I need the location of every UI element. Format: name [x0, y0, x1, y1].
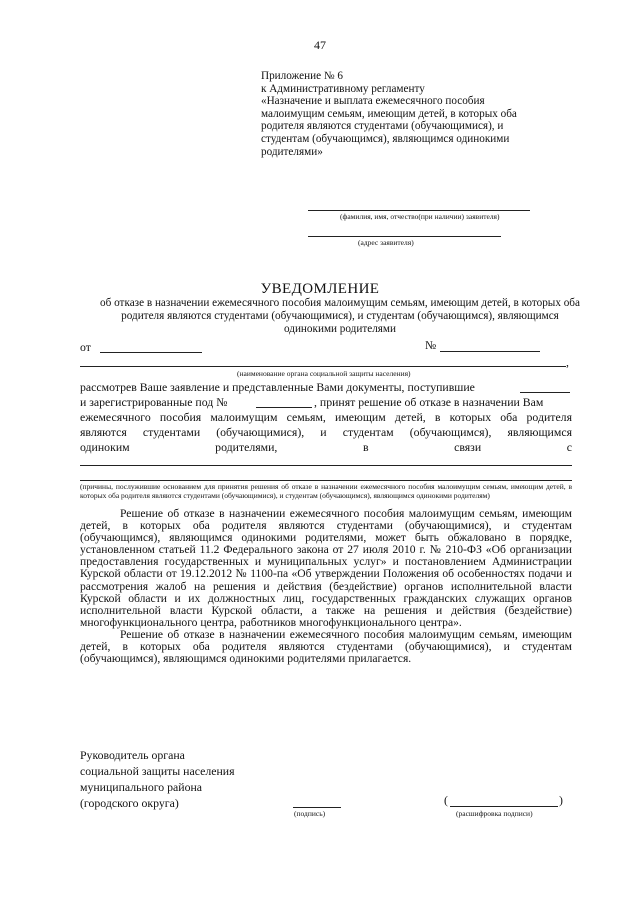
body-line-2a: и зарегистрированные под №: [80, 395, 228, 409]
notice-subtitle: об отказе в назначении ежемесячного пособия малоимущим семьям, имеющим детей, в которых оба родителя являются студентами (обучающимися), и студентам (обучающимся), являющимся одинокими родителями: [100, 297, 580, 335]
body-word: с: [566, 440, 572, 454]
signature-caption: (подпись): [294, 809, 326, 818]
notice-number-line: [440, 351, 540, 352]
page-number: 47: [314, 38, 326, 52]
body-word: родителями,: [215, 440, 278, 454]
notice-title: УВЕДОМЛЕНИЕ: [260, 281, 380, 297]
from-label: от: [80, 340, 91, 354]
decode-open-paren: (: [444, 793, 448, 807]
reason-caption: (причины, послужившие основанием для принятия решения об отказе в назначении ежемесячного пособия малоимущим семьям, имеющим детей, в которых оба родителя являются студентами (обучающимися), и студентам (обучающимся), являющимся одинокими родителям): [80, 482, 572, 500]
applicant-address-caption: (адрес заявителя): [358, 238, 414, 247]
applicant-name-caption: (фамилия, имя, отчество(при наличии) заявителя): [340, 212, 500, 221]
appendix-block: [261, 70, 591, 158]
appendix-line: к Административному регламенту: [261, 82, 425, 95]
decode-close-paren: ): [559, 793, 563, 807]
org-comma: ,: [566, 355, 569, 369]
number-label: №: [425, 338, 437, 352]
from-date-line: [100, 352, 202, 353]
received-date-line: [520, 392, 570, 393]
appeal-paragraph: Решение об отказе в назначении ежемесячного пособия малоимущим семьям, имеющим детей, в которых оба родителя являются студентами (обучающимися), и студентам (обучающимся), являющимся одинокими родителями, может быть обжаловано в порядке, установленном статьей 11.2 Федерального закона от 27 июля 2010 г. № 210-ФЗ «Об организации предоставления государственных и муниципальных услуг» и постановлением Администрации Курской области от 19.12.2012 № 1100-па «Об утверждении Положения об особенностях подачи и рассмотрения жалоб на решения и действия (бездействие) органов исполнительной власти Курской области и их должностных лиц, государственных гражданских служащих органов исполнительной власти Курской области, а также на решения и действия (бездействие) многофункционального центра, работников многофункционального центра».: [80, 507, 572, 629]
appendix-line: родителями»: [261, 145, 323, 158]
org-line: [80, 366, 566, 367]
applicant-name-line: [308, 210, 530, 211]
decode-caption: (расшифровка подписи): [456, 809, 533, 818]
signatory-line: социальной защиты населения: [80, 764, 235, 778]
decode-line: [450, 806, 558, 807]
signatory-block: [80, 747, 235, 811]
body-word: связи: [454, 440, 482, 454]
appendix-line: Приложение № 6: [261, 70, 343, 82]
signatory-line: муниципального района: [80, 780, 203, 794]
body-line-5: [80, 440, 572, 454]
body-line-2b: , принят решение об отказе в назначении Вам: [314, 395, 544, 409]
reason-line-2: [80, 480, 572, 481]
signatory-line: Руководитель органа: [80, 748, 185, 762]
body-line-1: рассмотрев Ваше заявление и представленные Вами документы, поступившие: [80, 380, 475, 394]
body-line-3: ежемесячного пособия малоимущим семьям, имеющим детей, в которых оба родителя: [80, 410, 572, 424]
body-line-4: являются студентами (обучающимися), и студентам (обучающимся), являющимся: [80, 425, 572, 439]
appendix-line: студентам (обучающимся), являющимся одинокими: [261, 132, 510, 145]
org-caption: (наименование органа социальной защиты населения): [237, 369, 411, 378]
appendix-line: родителя являются студентами (обучающимися), и: [261, 120, 504, 133]
signatory-line: (городского округа): [80, 796, 179, 810]
appendix-line: малоимущим семьям, имеющим детей, в которых оба: [261, 107, 517, 120]
attachment-paragraph: Решение об отказе в назначении ежемесячного пособия малоимущим семьям, имеющим детей, в которых оба родителя являются студентами (обучающимися), и студентам (обучающимся), являющимся одинокими родителями прилагается.: [80, 627, 572, 666]
registration-number-line: [256, 407, 312, 408]
appendix-line: «Назначение и выплата ежемесячного пособия: [261, 95, 485, 108]
signature-line: [293, 807, 341, 808]
body-word: в: [362, 440, 369, 454]
applicant-address-line: [308, 236, 501, 237]
body-word: одиноким: [80, 440, 130, 454]
appeal-text: [80, 508, 572, 665]
reason-line-1: [80, 465, 572, 466]
